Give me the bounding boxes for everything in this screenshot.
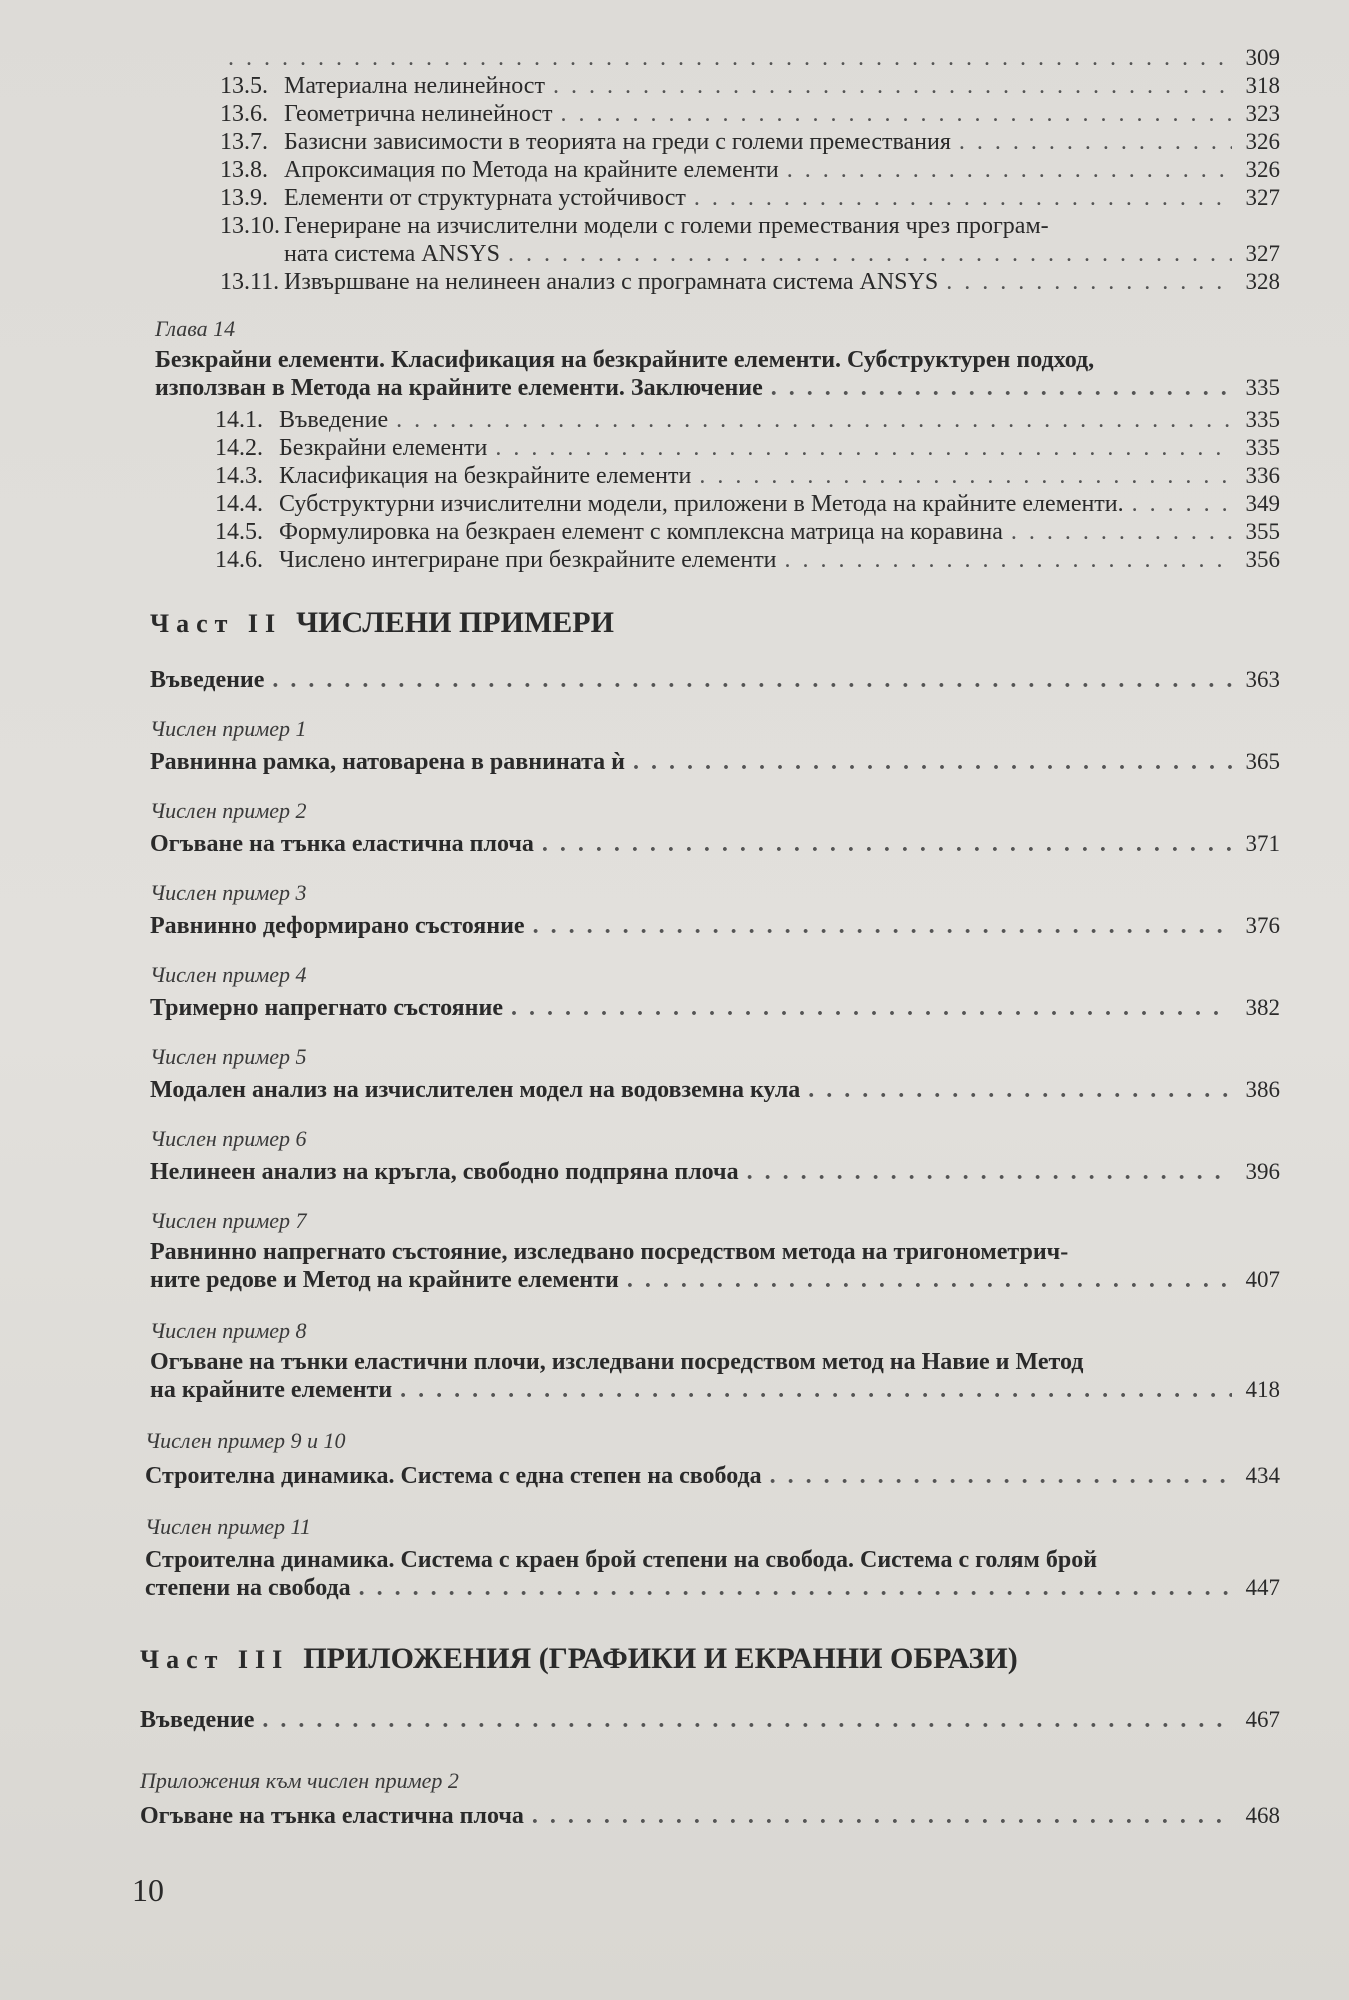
section-title: Генериране на изчислителни модели с големи премествания чрез програм- (284, 213, 1049, 239)
page-ref: 382 (1245, 995, 1280, 1020)
toc-entry-13-10-line1[interactable] (220, 212, 1280, 240)
leader-dots (627, 1266, 1232, 1294)
leader-dots (262, 1706, 1232, 1734)
page-ref: 323 (1245, 101, 1280, 126)
leader-dots (532, 1802, 1232, 1830)
chapter-title: използван в Метода на крайните елементи. Заключение (155, 375, 763, 401)
toc-entry-13-4-tail[interactable] (220, 44, 1280, 72)
leader-dots (787, 156, 1232, 184)
section-number: 14.1. (215, 407, 263, 433)
section-number: 13.5. (220, 73, 268, 99)
section-number: 13.11. (220, 269, 280, 295)
section-number: 14.3. (215, 463, 263, 489)
leader-dots (771, 374, 1232, 402)
toc-entry-example-3[interactable] (150, 912, 1280, 940)
appendix-label: Приложения към числен пример 2 (140, 1768, 459, 1793)
section-number: 13.9. (220, 185, 268, 211)
leader-dots (946, 268, 1232, 296)
leader-dots (542, 830, 1232, 858)
toc-entry-14-2[interactable] (215, 434, 1280, 462)
toc-entry-13-9[interactable] (220, 184, 1280, 212)
chapter-title-line1: Безкрайни елементи. Класификация на безкрайните елементи. Субструктурен подход, (155, 347, 1095, 373)
toc-entry-13-11[interactable] (220, 268, 1280, 296)
section-title: Въведение (279, 407, 389, 433)
section-title: ната система ANSYS (284, 241, 500, 267)
section-number: 13.6. (220, 101, 268, 127)
part-label: Част III (140, 1645, 290, 1674)
section-number: 13.8. (220, 157, 268, 183)
part-heading (150, 606, 614, 640)
page-ref: 407 (1245, 1267, 1280, 1292)
entry-title: Огъване на тънка еластична плоча (140, 1803, 524, 1829)
entry-title-line1: Огъване на тънки еластични плочи, изследвани посредством метод на Навие и Метод (150, 1349, 1084, 1375)
page-ref: 349 (1245, 491, 1280, 516)
entry-title: Огъване на тънка еластична плоча (150, 831, 534, 857)
toc-entry-example-9-10[interactable] (145, 1462, 1280, 1490)
section-number: 13.7. (220, 129, 268, 155)
example-label: Числен пример 1 (150, 716, 307, 741)
page-ref: 365 (1245, 749, 1280, 774)
example-label: Числен пример 9 и 10 (145, 1428, 346, 1453)
toc-entry-13-6[interactable] (220, 100, 1280, 128)
toc-entry-14-5[interactable] (215, 518, 1280, 546)
leader-dots (495, 434, 1232, 462)
page-ref: 467 (1245, 1707, 1280, 1732)
toc-entry-14-3[interactable] (215, 462, 1280, 490)
entry-title: Строителна динамика. Система с една степен на свобода (145, 1463, 762, 1489)
section-number: 14.2. (215, 435, 263, 461)
page-ref: 371 (1245, 831, 1280, 856)
example-label: Числен пример 3 (150, 880, 307, 905)
toc-entry-example-6[interactable] (150, 1158, 1280, 1186)
example-label: Числен пример 8 (150, 1318, 307, 1343)
page-ref: 327 (1245, 241, 1280, 266)
entry-title-line1: Равнинно напрегнато състояние, изследвано посредством метода на тригонометрич- (150, 1239, 1069, 1265)
toc-entry-14-1[interactable] (215, 406, 1280, 434)
page-ref: 447 (1245, 1575, 1280, 1600)
section-number: 14.5. (215, 519, 263, 545)
section-title: Геометрична нелинейност (284, 101, 553, 127)
entry-title-line1: Строителна динамика. Система с краен брой степени на свобода. Система с голям брой (145, 1547, 1098, 1573)
part-title: ПРИЛОЖЕНИЯ (ГРАФИКИ И ЕКРАННИ ОБРАЗИ) (303, 1642, 1018, 1675)
entry-title: Равнинно деформирано състояние (150, 913, 525, 939)
section-title: Материална нелинейност (284, 73, 545, 99)
page-ref: 335 (1245, 375, 1280, 400)
page-ref: 335 (1245, 407, 1280, 432)
chapter-label: Глава 14 (155, 316, 236, 341)
entry-title: Модален анализ на изчислителен модел на водовземна кула (150, 1077, 801, 1103)
leader-dots (511, 994, 1232, 1022)
page-ref: 418 (1245, 1377, 1280, 1402)
section-title: Елементи от структурната устойчивост (284, 185, 686, 211)
page-ref: 327 (1245, 185, 1280, 210)
leader-dots (533, 912, 1232, 940)
entry-title: на крайните елементи (150, 1377, 393, 1403)
section-title: Числено интегриране при безкрайните елементи (279, 547, 777, 573)
page-ref: 336 (1245, 463, 1280, 488)
example-label: Числен пример 4 (150, 962, 307, 987)
toc-entry-13-8[interactable] (220, 156, 1280, 184)
section-title: Базисни зависимости в теорията на греди с големи премествания (284, 129, 951, 155)
leader-dots (694, 184, 1232, 212)
entry-title: Въведение (140, 1707, 255, 1733)
part-title: ЧИСЛЕНИ ПРИМЕРИ (296, 606, 614, 639)
leader-dots (553, 72, 1232, 100)
leader-dots (808, 1076, 1232, 1104)
section-title: Класификация на безкрайните елементи (279, 463, 692, 489)
leader-dots (1132, 490, 1232, 518)
toc-entry-example-7[interactable] (150, 1266, 1280, 1294)
page-ref: 318 (1245, 73, 1280, 98)
entry-title: Въведение (150, 667, 265, 693)
toc-entry-example-1[interactable] (150, 748, 1280, 776)
page-ref: 328 (1245, 269, 1280, 294)
page-ref: 356 (1245, 547, 1280, 572)
part-label: Част II (150, 609, 283, 638)
toc-entry-part3-intro[interactable] (140, 1706, 1280, 1734)
toc-entry-example-2[interactable] (150, 830, 1280, 858)
toc-entry-example-11[interactable] (145, 1574, 1280, 1602)
example-label: Числен пример 6 (150, 1126, 307, 1151)
section-title: Извършване на нелинеен анализ с програмната система ANSYS (284, 269, 939, 295)
toc-entry-appendix-2[interactable] (140, 1802, 1280, 1830)
page-ref: 326 (1245, 129, 1280, 154)
section-title: Формулировка на безкраен елемент с комплексна матрица на коравина (279, 519, 1003, 545)
leader-dots (699, 462, 1232, 490)
example-label: Числен пример 2 (150, 798, 307, 823)
page-ref: 363 (1245, 667, 1280, 692)
entry-title: Нелинеен анализ на кръгла, свободно подпряна плоча (150, 1159, 739, 1185)
toc-entry-14-6[interactable] (215, 546, 1280, 574)
section-title: Безкрайни елементи (279, 435, 488, 461)
entry-title: степени на свобода (145, 1575, 351, 1601)
toc-entry-14-4[interactable] (215, 490, 1280, 518)
page-ref: 376 (1245, 913, 1280, 938)
leader-dots (508, 240, 1232, 268)
page-ref: 386 (1245, 1077, 1280, 1102)
page-ref: 434 (1245, 1463, 1280, 1488)
leader-dots (633, 748, 1232, 776)
entry-title: Тримерно напрегнато състояние (150, 995, 503, 1021)
section-number: 14.6. (215, 547, 263, 573)
section-title: Апроксимация по Метода на крайните елементи (284, 157, 779, 183)
toc-entry-13-5[interactable] (220, 72, 1280, 100)
leader-dots (561, 100, 1232, 128)
page-ref: 396 (1245, 1159, 1280, 1184)
toc-entry-part2-intro[interactable] (150, 666, 1280, 694)
leader-dots (272, 666, 1232, 694)
example-label: Числен пример 11 (145, 1514, 311, 1539)
toc-entry-example-4[interactable] (150, 994, 1280, 1022)
part-heading (140, 1642, 1018, 1676)
leader-dots (228, 44, 1232, 72)
section-number: 14.4. (215, 491, 263, 517)
example-label: Числен пример 7 (150, 1208, 307, 1233)
entry-title: ните редове и Метод на крайните елементи (150, 1267, 619, 1293)
page-ref: 468 (1245, 1803, 1280, 1828)
toc-entry-example-8[interactable] (150, 1376, 1280, 1404)
page-ref: 309 (1245, 45, 1280, 70)
page-ref: 355 (1245, 519, 1280, 544)
leader-dots (770, 1462, 1232, 1490)
leader-dots (400, 1376, 1232, 1404)
entry-title: Равнинна рамка, натоварена в равнината ѝ (150, 749, 626, 775)
section-title: Субструктурни изчислителни модели, приложени в Метода на крайните елементи. (279, 491, 1124, 517)
leader-dots (785, 546, 1232, 574)
example-label: Числен пример 5 (150, 1044, 307, 1069)
page-ref: 326 (1245, 157, 1280, 182)
leader-dots (959, 128, 1232, 156)
leader-dots (396, 406, 1232, 434)
toc-entry-13-7[interactable] (220, 128, 1280, 156)
section-number: 13.10. (220, 213, 280, 239)
leader-dots (747, 1158, 1232, 1186)
page-ref: 335 (1245, 435, 1280, 460)
leader-dots (359, 1574, 1232, 1602)
page-number: 10 (132, 1872, 164, 1908)
toc-entry-example-5[interactable] (150, 1076, 1280, 1104)
toc-entry-13-10-line2[interactable] (220, 240, 1280, 268)
chapter-title-line2[interactable] (155, 374, 1280, 402)
leader-dots (1011, 518, 1232, 546)
